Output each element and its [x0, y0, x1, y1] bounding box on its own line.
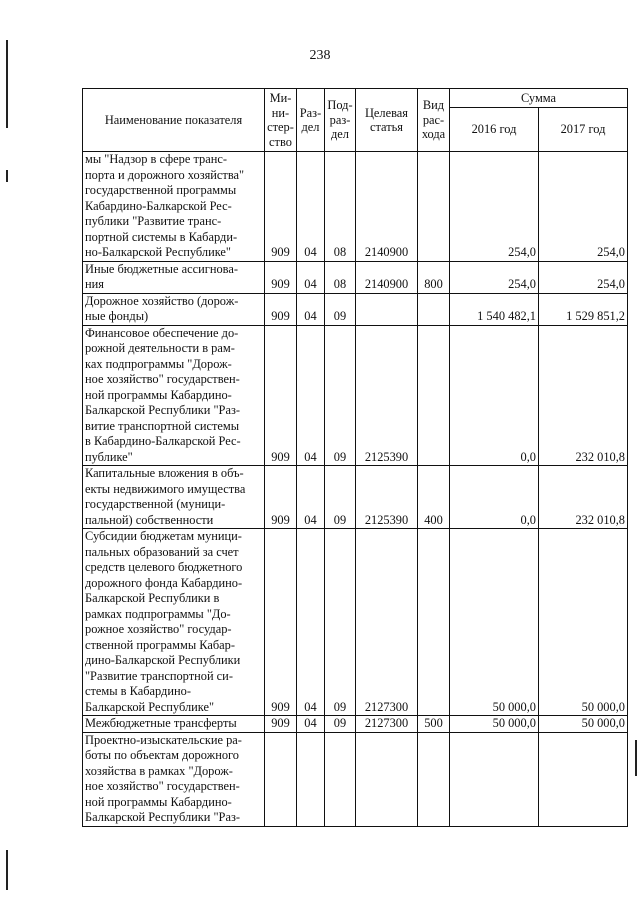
row-sum-2016: 254,0	[450, 261, 539, 293]
row-ministry: 909	[265, 529, 297, 716]
row-subsection: 08	[325, 261, 356, 293]
row-section: 04	[297, 293, 325, 325]
table-row	[83, 152, 628, 262]
row-target: 2140900	[356, 261, 418, 293]
row-subsection: 09	[325, 466, 356, 529]
row-expense-type: 800	[418, 261, 450, 293]
table-row	[83, 466, 628, 529]
row-target: 2125390	[356, 325, 418, 466]
row-expense-type: 400	[418, 466, 450, 529]
row-name: Капитальные вложения в объ- екты недвижимого имущества государственной (муници- пальной) собственности	[83, 466, 265, 529]
row-sum-2016: 50 000,0	[450, 716, 539, 733]
table-row	[83, 325, 628, 466]
row-name: Межбюджетные трансферты	[83, 716, 265, 733]
row-name: Иные бюджетные ассигнова- ния	[83, 261, 265, 293]
table-row	[83, 529, 628, 716]
header-name: Наименование показателя	[83, 89, 265, 152]
row-section: 04	[297, 325, 325, 466]
row-sum-2017: 232 010,8	[539, 325, 628, 466]
row-sum-2017: 50 000,0	[539, 716, 628, 733]
row-target	[356, 732, 418, 826]
row-name: Субсидии бюджетам муници- пальных образований за счет средств целевого бюджетного дорожного фонда Кабардино- Балкарской Республики в рамках подпрограммы "До- рожное хозяйство" государ- ственной программы Кабар- дино-Балкарской Республики "Развитие транспортной си- стемы в Кабардино- Балкарской Республике"	[83, 529, 265, 716]
row-target: 2140900	[356, 152, 418, 262]
row-name: мы "Надзор в сфере транс- порта и дорожного хозяйства" государственной программы Кабардино-Балкарской Рес- публики "Развитие транс- портной системы в Кабарди- но-Балкарской Республике"	[83, 152, 265, 262]
row-section: 04	[297, 466, 325, 529]
row-sum-2016: 1 540 482,1	[450, 293, 539, 325]
row-section: 04	[297, 716, 325, 733]
right-edge-mark	[635, 740, 637, 776]
table-row	[83, 716, 628, 733]
header-ministry: Ми- ни- стер- ство	[265, 89, 297, 152]
left-edge-mark-bottom	[6, 850, 8, 890]
row-target: 2125390	[356, 466, 418, 529]
row-section: 04	[297, 152, 325, 262]
row-ministry: 909	[265, 716, 297, 733]
table-row	[83, 732, 628, 826]
row-section	[297, 732, 325, 826]
row-sum-2017: 254,0	[539, 152, 628, 262]
row-sum-2017: 50 000,0	[539, 529, 628, 716]
row-target: 2127300	[356, 529, 418, 716]
row-target	[356, 293, 418, 325]
header-year-2017: 2017 год	[539, 108, 628, 152]
row-ministry: 909	[265, 293, 297, 325]
row-expense-type	[418, 325, 450, 466]
row-name: Проектно-изыскательские ра- боты по объектам дорожного хозяйства в рамках "Дорож- ное хозяйство" государствен- ной программы Кабардино- Балкарской Республики "Раз-	[83, 732, 265, 826]
row-subsection: 09	[325, 293, 356, 325]
row-subsection: 08	[325, 152, 356, 262]
left-edge-mark-mid	[6, 170, 8, 182]
header-sum: Сумма	[450, 89, 628, 108]
row-subsection: 09	[325, 325, 356, 466]
row-section: 04	[297, 529, 325, 716]
table-row	[83, 293, 628, 325]
row-section: 04	[297, 261, 325, 293]
row-expense-type	[418, 732, 450, 826]
row-ministry	[265, 732, 297, 826]
header-expense-type: Вид рас- хода	[418, 89, 450, 152]
header-section: Раз- дел	[297, 89, 325, 152]
budget-table	[82, 88, 628, 827]
row-sum-2017: 232 010,8	[539, 466, 628, 529]
left-edge-mark-top	[6, 40, 8, 128]
row-ministry: 909	[265, 261, 297, 293]
row-subsection: 09	[325, 529, 356, 716]
row-sum-2016: 50 000,0	[450, 529, 539, 716]
row-subsection	[325, 732, 356, 826]
row-sum-2017: 1 529 851,2	[539, 293, 628, 325]
header-subsection: Под- раз- дел	[325, 89, 356, 152]
row-sum-2017	[539, 732, 628, 826]
row-target: 2127300	[356, 716, 418, 733]
row-ministry: 909	[265, 466, 297, 529]
row-expense-type	[418, 152, 450, 262]
row-name: Финансовое обеспечение до- рожной деятельности в рам- ках подпрограммы "Дорож- ное хозяйство" государствен- ной программы Кабардино- Балкарской Республики "Раз- витие транспортной системы в Кабардино-Балкарской Рес- публике"	[83, 325, 265, 466]
row-name: Дорожное хозяйство (дорож- ные фонды)	[83, 293, 265, 325]
table-row	[83, 261, 628, 293]
row-ministry: 909	[265, 325, 297, 466]
row-ministry: 909	[265, 152, 297, 262]
row-sum-2016: 254,0	[450, 152, 539, 262]
row-expense-type	[418, 529, 450, 716]
page-number: 238	[309, 48, 331, 63]
row-expense-type: 500	[418, 716, 450, 733]
header-target: Целевая статья	[356, 89, 418, 152]
row-sum-2016: 0,0	[450, 325, 539, 466]
row-subsection: 09	[325, 716, 356, 733]
row-sum-2017: 254,0	[539, 261, 628, 293]
row-sum-2016: 0,0	[450, 466, 539, 529]
row-expense-type	[418, 293, 450, 325]
row-sum-2016	[450, 732, 539, 826]
header-year-2016: 2016 год	[450, 108, 539, 152]
